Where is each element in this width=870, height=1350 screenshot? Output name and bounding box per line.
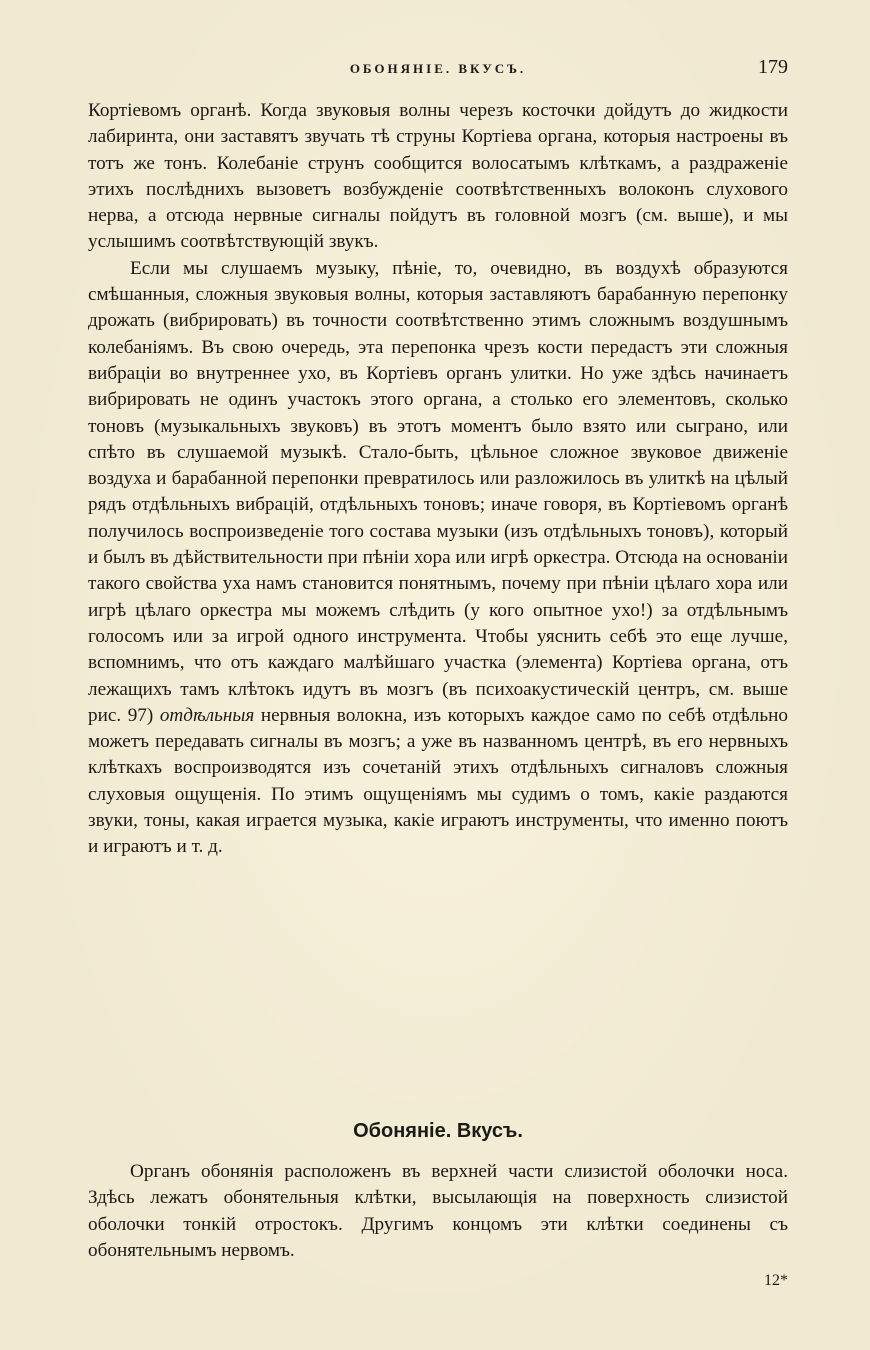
- running-head: [88, 58, 788, 80]
- section-text: [88, 1159, 788, 1264]
- page-number: 179: [758, 56, 788, 78]
- printer-signature-mark: 12*: [764, 1272, 788, 1289]
- paragraph-2-part-2: нервныя волокна, изъ которыхъ каждое само по себѣ отдѣльно можетъ передавать сигналы въ мозгъ; а уже въ названномъ центрѣ, въ его нервныхъ клѣткахъ воспроизводятся изъ сочетаній этихъ отдѣльныхъ сигналовъ сложныя слуховыя ощущенія. По этимъ ощущеніямъ мы судимъ о томъ, какіе раздаются звуки, тоны, какая играется музыка, какіе играютъ инструменты, что именно поютъ и играютъ и т. д.: [88, 704, 788, 858]
- section-paragraph: Органъ обонянія расположенъ въ верхней части слизистой оболочки носа. Здѣсь лежатъ обонятельныя клѣтки, высылающія на поверхность слизистой оболочки тонкій отростокъ. Другимъ концомъ эти клѣтки соединены съ обонятельнымъ нервомъ.: [88, 1161, 788, 1261]
- body-text: [88, 98, 788, 861]
- section-heading: Обоняніе. Вкусъ.: [353, 1120, 523, 1142]
- paragraph-2-italic-word: отдѣльныя: [159, 704, 255, 726]
- paragraph-2-part-1: Если мы слушаемъ музыку, пѣніе, то, очевидно, въ воздухѣ образуются смѣшанныя, сложныя звуковыя волны, которыя заставляютъ барабанную перепонку дрожать (вибрировать) въ точности соотвѣтственно этимъ сложнымъ воздушнымъ колебаніямъ. Въ свою очередь, эта перепонка чрезъ кости передастъ эти сложныя вибраціи во внутреннее ухо, въ Кортіевъ органъ улитки. Но уже здѣсь начинаетъ вибрировать не одинъ участокъ этого органа, а столько его элементовъ, сколько тоновъ (музыкальныхъ звуковъ) въ этотъ моментъ было взято или сыграно, или спѣто въ слушаемой музыкѣ. Стало-быть, цѣльное сложное звуковое движеніе воздуха и барабанной перепонки превратилось или разложилось въ улиткѣ на цѣлый рядъ отдѣльныхъ вибрацій, отдѣльныхъ тоновъ; иначе говоря, въ Кортіевомъ органѣ получилось воспроизведеніе того состава музыки (изъ отдѣльныхъ тоновъ), который и былъ въ дѣйствительности при пѣніи хора или игрѣ оркестра. Отсюда на основаніи такого свойства уха намъ становится понятнымъ, почему при пѣніи цѣлаго хора или игрѣ цѣлаго оркестра мы можемъ слѣдить (у кого опытное ухо!) за отдѣльнымъ голосомъ или за игрой одного инструмента. Чтобы уяснить себѣ это еще лучше, вспомнимъ, что отъ каждаго малѣйшаго участка (элемента) Кортіева органа, отъ лежащихъ тамъ клѣтокъ идутъ въ мозгъ (въ психоакустическій центръ, см. выше рис. 97): [88, 257, 788, 726]
- paragraph-2: [88, 256, 788, 861]
- running-title: ОБОНЯНІЕ. ВКУСЪ.: [349, 61, 527, 76]
- paragraph-1: Кортіевомъ органѣ. Когда звуковыя волны черезъ косточки дойдутъ до жидкости лабиринта, они заставятъ звучать тѣ струны Кортіева органа, которыя настроены въ тотъ же тонъ. Колебаніе струнъ сообщится волосатымъ клѣткамъ, а раздраженіе этихъ послѣднихъ вызоветъ возбужденіе соотвѣтственныхъ волоконъ слухового нерва, а отсюда нервные сигналы пойдутъ въ головной мозгъ (см. выше), и мы услышимъ соотвѣтствующій звукъ.: [88, 100, 788, 253]
